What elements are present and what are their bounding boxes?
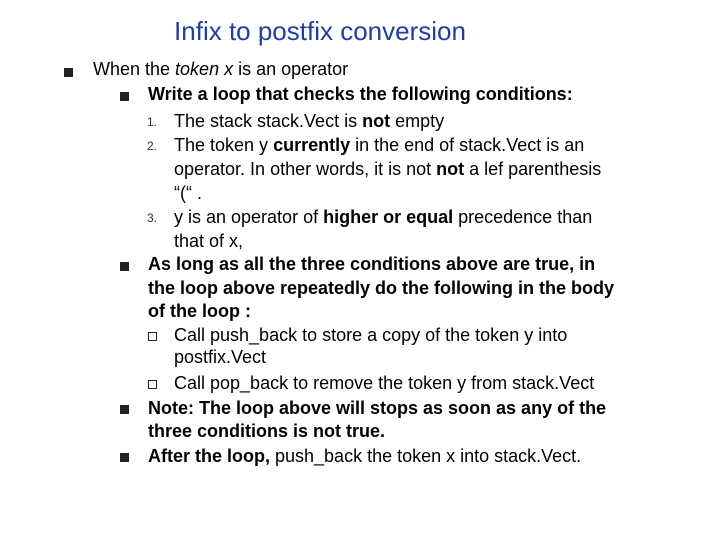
condition-1: [174, 109, 444, 133]
condition-3-line-1: [174, 205, 592, 229]
bullet-marker: [120, 405, 129, 414]
number-marker: 1.: [147, 115, 158, 129]
text-run: is an operator: [233, 59, 349, 79]
bullet-marker: [120, 92, 129, 101]
bullet-as-long-line-2: the loop above repeatedly do the following in the body: [148, 278, 615, 298]
text-run-italic: token x: [175, 59, 234, 79]
bullet-write-loop: Write a loop that checks the following conditions:: [148, 84, 573, 104]
text-run: empty: [390, 111, 445, 131]
slide-title: Infix to postfix conversion: [174, 16, 466, 46]
bullet-note-line-1: Note: The loop above will stops as soon as any of the: [148, 398, 607, 418]
number-marker: 2.: [147, 139, 158, 153]
text-run: When the: [93, 59, 176, 79]
text-run-bold: higher or equal: [323, 207, 454, 227]
condition-2-line-3: “(“ .: [174, 183, 202, 203]
step-push-back-line-2: postfix.Vect: [174, 347, 267, 367]
text-run-bold: currently: [273, 135, 351, 155]
text-run: The token y: [174, 135, 274, 155]
text-run: y is an operator of: [174, 207, 324, 227]
condition-2-line-2: [174, 157, 601, 181]
text-run: The stack stack.Vect is: [174, 111, 363, 131]
bullet-operator-case: [93, 57, 348, 81]
condition-3-line-2: that of x,: [174, 231, 244, 251]
number-marker: 3.: [147, 211, 158, 225]
bullet-after-loop: [148, 444, 581, 468]
text-run: push_back the token x into stack.Vect.: [270, 446, 582, 466]
text-run-bold: not: [362, 111, 391, 131]
text-run: operator. In other words, it is not: [174, 159, 437, 179]
condition-2-line-1: [174, 133, 584, 157]
text-run-bold: not: [436, 159, 465, 179]
bullet-note-line-2: three conditions is not true.: [148, 421, 386, 441]
bullet-marker: [120, 453, 129, 462]
bullet-as-long-line-3: of the loop :: [148, 301, 251, 321]
text-run: in the end of stack.Vect is an: [350, 135, 585, 155]
step-pop-back: Call pop_back to remove the token y from stack.Vect: [174, 373, 595, 393]
text-run: a lef parenthesis: [464, 159, 602, 179]
step-push-back-line-1: Call push_back to store a copy of the token y into: [174, 325, 568, 345]
text-run-bold: After the loop,: [148, 446, 270, 466]
bullet-marker: [120, 262, 129, 271]
text-run: precedence than: [453, 207, 593, 227]
bullet-as-long-line-1: As long as all the three conditions above are true, in: [148, 254, 596, 274]
checkbox-bullet-marker: [148, 332, 157, 341]
bullet-marker: [64, 68, 73, 77]
checkbox-bullet-marker: [148, 380, 157, 389]
